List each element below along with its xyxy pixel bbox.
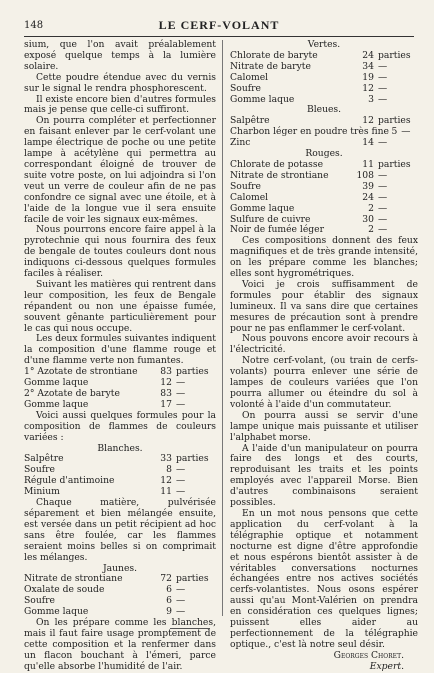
formula-table xyxy=(230,51,418,106)
ingredient-quantity: 12 xyxy=(160,475,172,487)
formula-row xyxy=(230,193,418,204)
ingredient-unit: — xyxy=(378,137,388,149)
ingredient-unit: parties xyxy=(176,573,209,585)
ingredient-quantity: 33 xyxy=(160,453,172,465)
column-divider xyxy=(222,40,223,616)
ingredient-unit: — xyxy=(378,93,388,105)
paragraph: On pourra aussi se servir d'une lampe unique mais puissante et utiliser l'alphabet morse. xyxy=(230,409,418,443)
formula-table xyxy=(24,574,216,618)
ingredient-quantity: 11 xyxy=(362,158,374,170)
ingredient-name: Noir de fumée léger xyxy=(230,224,324,236)
ingredient-name: Gomme laque xyxy=(24,606,89,618)
header-rule xyxy=(24,36,414,37)
ingredient-quantity: 6 xyxy=(166,584,172,596)
ingredient-name: Soufre xyxy=(24,595,55,607)
ingredient-name: Gomme laque xyxy=(230,202,295,214)
paragraph: En un mot nous pensons que cette application du cerf-volant à la télégraphie optique et notamment nocturne est digne d'être approfondie et nous espérons bientôt assister à de véritables conversations nocturnes échangées entre nos actives sociétés cerfs-volantistes. Nous osons espérer aussi qu'au Mont-Valérien on prendra en considération ces quelques lignes; puissent elles aider au perfectionnement de la télégraphie optique., c'est là notre seul désir. xyxy=(230,507,418,650)
ingredient-unit: — xyxy=(176,464,186,476)
ingredient-unit: — xyxy=(378,191,388,203)
left-column xyxy=(24,40,216,673)
formula-row xyxy=(230,127,418,138)
formula-table xyxy=(24,454,216,498)
author-role: Expert. xyxy=(369,660,404,672)
ingredient-unit: — xyxy=(378,60,388,72)
author-signature: Georges Choret. xyxy=(333,649,404,661)
ingredient-unit: — xyxy=(401,126,411,138)
footer-rule xyxy=(170,628,210,629)
formula-row xyxy=(230,84,418,95)
ingredient-name: Chlorate de baryte xyxy=(230,49,318,61)
section-title: Rouges. xyxy=(305,148,343,160)
section-title: Jaunes. xyxy=(102,562,138,574)
ingredient-unit: — xyxy=(378,213,388,225)
ingredient-quantity: 39 xyxy=(362,180,374,192)
ingredient-name: Nitrate de baryte xyxy=(230,60,311,72)
formula-table xyxy=(230,116,418,149)
paragraph: Cette poudre étendue avec du vernis sur le signal le rendra phosphorescent. xyxy=(24,71,216,94)
ingredient-unit: parties xyxy=(378,115,411,127)
ingredient-name: Nitrate de strontiane xyxy=(24,573,123,585)
ingredient-quantity: 30 xyxy=(362,213,374,225)
paragraph: Nous pourrons encore faire appel à la pyrotechnie qui nous fournira des feux de bengale de toutes couleurs dont nous indiquons ci-dessous quelques formules faciles à réaliser. xyxy=(24,224,216,280)
ingredient-name: Gomme laque xyxy=(24,377,89,389)
ingredient-unit: — xyxy=(176,388,186,399)
paragraph: Suivant les matières qui rentrent dans leur composition, les feux de Bengale répandent ou non une épaisse fumée, souvent gênante particulièrement pour le cas qui nous occupe. xyxy=(24,278,216,334)
formula-row xyxy=(230,204,418,215)
ingredient-name: Régule d'antimoine xyxy=(24,475,115,487)
paragraph: On les prépare comme les blanches, mais il faut faire usage promptement de cette composition et la renfermer dans un flacon bouchant à l'émeri, parce qu'elle absorbe l'humidité de l'air. xyxy=(24,617,216,672)
ingredient-name: Oxalate de soude xyxy=(24,584,105,596)
ingredient-unit: — xyxy=(176,606,186,618)
ingredient-unit: parties xyxy=(378,158,411,170)
ingredient-quantity: 24 xyxy=(362,49,374,61)
ingredient-unit: — xyxy=(378,169,388,181)
ingredient-unit: — xyxy=(378,224,388,236)
ingredient-quantity: 6 xyxy=(166,595,172,607)
ingredient-unit: — xyxy=(378,180,388,192)
ingredient-name: 1° Azotate de strontiane xyxy=(24,366,138,378)
ingredient-unit: — xyxy=(378,82,388,94)
ingredient-name: Charbon léger en poudre très fine xyxy=(230,126,389,138)
ingredient-name: Salpêtre xyxy=(230,115,270,127)
paragraph: A l'aide d'un manipulateur on pourra faire des longs et des courts, reproduisant les traits et les points employés avec l'appareil Morse. Bien d'autres combinaisons seraient possibles. xyxy=(230,442,418,509)
ingredient-unit: — xyxy=(378,202,388,214)
page-number: 148 xyxy=(24,20,44,31)
ingredient-quantity: 83 xyxy=(160,366,172,378)
ingredient-name: Chlorate de potasse xyxy=(230,158,324,170)
ingredient-quantity: 12 xyxy=(362,82,374,94)
ingredient-name: Gomme laque xyxy=(230,93,295,105)
ingredient-unit: — xyxy=(176,475,186,487)
formula-row xyxy=(230,73,418,84)
ingredient-name: Soufre xyxy=(230,82,261,94)
ingredient-unit: — xyxy=(176,584,186,596)
ingredient-name: Soufre xyxy=(24,464,55,476)
ingredient-quantity: 14 xyxy=(362,137,374,149)
ingredient-quantity: 9 xyxy=(166,606,172,618)
ingredient-quantity: 34 xyxy=(362,60,374,72)
section-title: Bleues. xyxy=(306,104,342,116)
paragraph: Ces compositions donnent des feux magnifiques et de très grande intensité, on les prépare comme les blanches; elles sont hygrométriques. xyxy=(230,235,418,280)
ingredient-unit: — xyxy=(176,486,186,498)
ingredient-unit: — xyxy=(176,377,186,389)
paragraph: Nous pouvons encore avoir recours à l'électricité. xyxy=(230,333,418,356)
section-title: Blanches. xyxy=(97,442,143,454)
ingredient-quantity: 12 xyxy=(160,377,172,389)
formula-table xyxy=(230,160,418,236)
ingredient-quantity: 8 xyxy=(166,464,172,476)
ingredient-quantity: 83 xyxy=(160,388,172,399)
paragraph: Voici je crois suffisamment de formules pour établir des signaux lumineux. Il va sans dire que certaines mesures de précaution sont à prendre pour ne pas enflammer le cerf-volant. xyxy=(230,278,418,334)
ingredient-unit: parties xyxy=(378,49,411,61)
paragraph: On pourra compléter et perfectionner en faisant enlever par le cerf-volant une lampe électrique de poche ou une petite lampe à acétylène qui permettra au correspondant éloigné de trouver de suite votre poste, on lui adjoindra si l'on veut un verre de couleur afin de ne pas confondre ce signal avec une étoile, et à l'aide de la longue vue il sera ensuite facile de voir les signaux eux-mêmes. xyxy=(24,115,216,225)
ingredient-quantity: 72 xyxy=(160,573,172,585)
ingredient-name: Salpêtre xyxy=(24,453,64,465)
ingredient-name: Gomme laque xyxy=(24,398,89,410)
paragraph: sium, que l'on avait préalablement exposé quelque temps à la lumière solaire. xyxy=(24,39,216,72)
ingredient-name: 2° Azotate de baryte xyxy=(24,388,120,399)
ingredient-quantity: 12 xyxy=(362,115,374,127)
formula-table xyxy=(24,367,216,411)
ingredient-quantity: 108 xyxy=(356,169,374,181)
ingredient-quantity: 11 xyxy=(160,486,172,498)
section-title: Vertes. xyxy=(307,39,341,50)
ingredient-quantity: 24 xyxy=(362,191,374,203)
ingredient-quantity: 17 xyxy=(160,398,172,410)
ingredient-quantity: 19 xyxy=(362,71,374,83)
page-header xyxy=(24,16,414,34)
ingredient-quantity: 2 xyxy=(368,202,374,214)
ingredient-name: Calomel xyxy=(230,71,269,83)
ingredient-name: Soufre xyxy=(230,180,261,192)
paragraph: Chaque matière, pulvérisée séparement et bien mélangée ensuite, est versée dans un petit récipient ad hoc sans être foulée, car les flammes seraient moins belles si on comprimait les mélanges. xyxy=(24,497,216,563)
ingredient-quantity: 2 xyxy=(368,224,374,236)
ingredient-quantity: 5 xyxy=(391,126,398,138)
ingredient-unit: parties xyxy=(176,453,209,465)
ingredient-name: Minium xyxy=(24,486,60,498)
ingredient-unit: — xyxy=(176,398,186,410)
paragraph: Notre cerf-volant, (ou train de cerfs-volants) pourra enlever une série de lampes de couleurs variées que l'on pourra allumer ou éteindre du sol à volonté à l'aide d'un commutateur. xyxy=(230,355,418,410)
paragraph: Les deux formules suivantes indiquent la composition d'une flamme rouge et d'une flamme verte non fumantes. xyxy=(24,333,216,367)
ingredient-unit: — xyxy=(378,71,388,83)
journal-title: LE CERF-VOLANT xyxy=(158,18,280,32)
ingredient-name: Nitrate de strontiane xyxy=(230,169,329,181)
ingredient-name: Calomel xyxy=(230,191,269,203)
signature-block xyxy=(230,651,418,673)
ingredient-name: Sulfure de cuivre xyxy=(230,213,311,225)
ingredient-quantity: 3 xyxy=(368,93,374,105)
ingredient-name: Zinc xyxy=(230,137,251,149)
ingredient-unit: — xyxy=(176,595,186,607)
paragraph: Voici aussi quelques formules pour la composition de flammes de couleurs variées : xyxy=(24,409,216,443)
right-column xyxy=(230,40,418,673)
paragraph: Il existe encore bien d'autres formules mais je pense que celle-ci suffiront. xyxy=(24,93,216,116)
ingredient-unit: parties xyxy=(176,366,209,378)
